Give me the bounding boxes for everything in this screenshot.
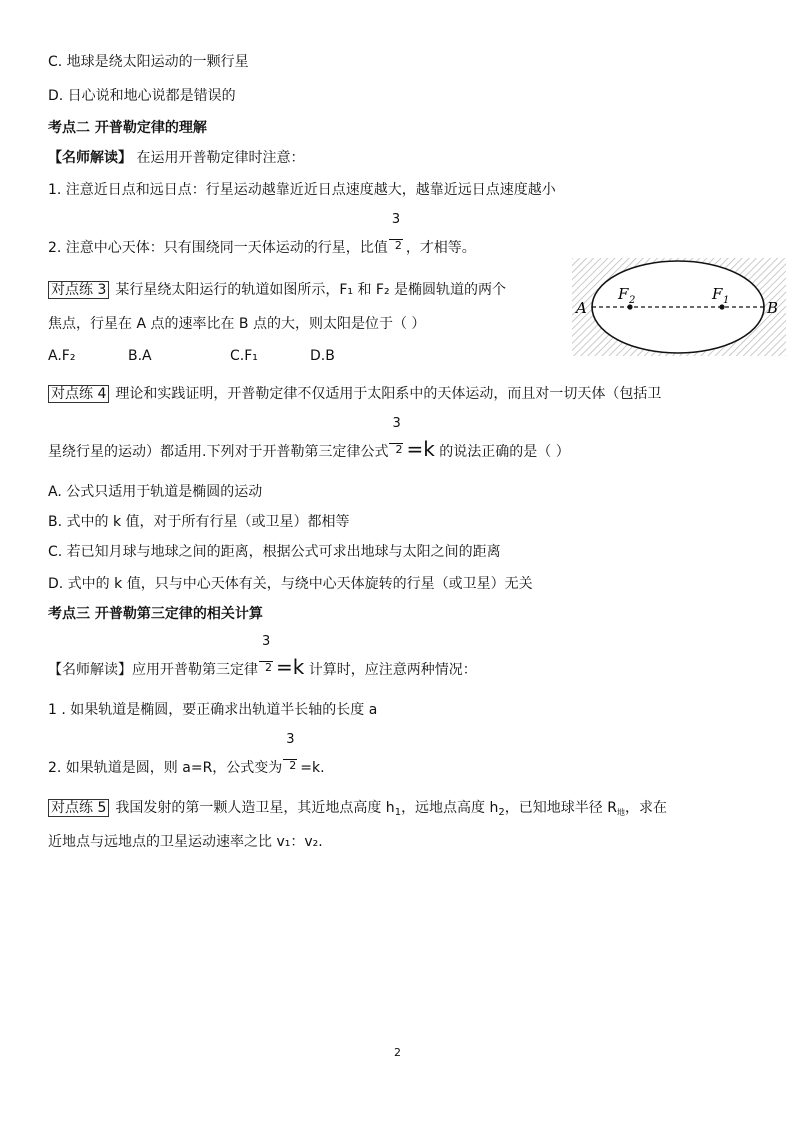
fraction: [259, 634, 275, 674]
equals-k: =k: [276, 655, 305, 679]
exercise-5-label: 对点练 5: [48, 799, 109, 817]
exercise-4-line-2: [48, 416, 570, 462]
section-2-point-1: 1. 注意近日点和远日点：行星运动越靠近近日点速度越大，越靠近远日点速度越小: [48, 182, 556, 198]
point-a-label: A: [576, 299, 587, 317]
intro-text: 在运用开普勒定律时注意：: [136, 150, 305, 166]
fraction-denominator: 2: [265, 661, 272, 674]
section-3-text-a: 【名师解读】应用开普勒第三定律: [48, 662, 258, 678]
exercise-4-line-1: [48, 384, 661, 404]
exercise-5-text-d: ，求在: [624, 800, 667, 816]
section-3-title: 考点三 开普勒第三定律的相关计算: [48, 606, 263, 622]
exercise-5-line-1: [48, 798, 667, 823]
exercise-4-text-1: 理论和实践证明，开普勒定律不仅适用于太阳系中的天体运动，而且对一切天体（包括卫: [115, 386, 662, 402]
fraction-denominator: 2: [289, 759, 297, 772]
exercise-4-label: 对点练 4: [48, 385, 109, 403]
fraction-numerator: 3: [286, 732, 295, 747]
exercise-5-line-2: 近地点与远地点的卫星运动速率之比 v₁：v₂.: [48, 834, 323, 850]
r-subscript: 地: [616, 808, 625, 817]
exercise-3-line-2: 焦点，行星在 A 点的速率比在 B 点的大，则太阳是位于（ ）: [48, 316, 426, 332]
exercise-3-line-1: [48, 280, 506, 300]
ex4-option-d: D. 式中的 k 值，只与中心天体有关，与绕中心天体旋转的行星（或卫星）无关: [48, 576, 533, 592]
point-2-text-b: =k.: [300, 760, 325, 776]
focus-f1-subscript: 1: [723, 295, 730, 306]
point-2-text-a: 2. 注意中心天体：只有围绕同一天体运动的行星，比值: [48, 240, 388, 256]
section-2-title: 考点二 开普勒定律的理解: [48, 120, 207, 136]
section-3-point-1: 1 . 如果轨道是椭圆，要正确求出轨道半长轴的长度 a: [48, 702, 378, 718]
focus-f1-label: F: [712, 285, 723, 303]
ex3-option-b: B.A: [128, 348, 152, 364]
exercise-3-text-1: 某行星绕太阳运行的轨道如图所示，F₁ 和 F₂ 是椭圆轨道的两个: [115, 282, 507, 298]
fraction: [389, 212, 405, 252]
point-2-text-b: ，才相等。: [405, 240, 476, 256]
option-c-prev: C. 地球是绕太阳运动的一颗行星: [48, 54, 249, 70]
exercise-5-text-b: ，远地点高度 h: [401, 800, 499, 816]
fraction: [389, 416, 405, 456]
fraction-denominator: 2: [394, 239, 402, 252]
exercise-4-text-2a: 星绕行星的运动）都适用.下列对于开普勒第三定律公式: [48, 444, 389, 460]
page-number: 2: [394, 1046, 401, 1059]
ex4-option-a: A. 公式只适用于轨道是椭圆的运动: [48, 484, 263, 500]
exercise-4-text-2b: 的说法正确的是（ ）: [434, 444, 570, 460]
section-3-point-2: [48, 732, 325, 778]
fraction-denominator: 2: [395, 443, 403, 456]
fraction-numerator: 3: [392, 416, 401, 431]
section-2-point-2: [48, 212, 476, 258]
ex4-option-c: C. 若已知月球与地球之间的距离，根据公式可求出地球与太阳之间的距离: [48, 544, 501, 560]
focus-f2-label: F: [618, 285, 629, 303]
ex3-option-a: A.F₂: [48, 348, 76, 364]
fraction-numerator: 3: [262, 634, 271, 649]
exercise-5-text-c: ，已知地球半径 R: [504, 800, 617, 816]
fraction: [283, 732, 299, 772]
section-3-intro: [48, 634, 477, 680]
ellipse-orbit-figure: [572, 258, 786, 356]
tag-label: 【名师解读】: [48, 150, 132, 166]
h1-subscript: 1: [394, 807, 402, 818]
ex3-option-c: C.F₁: [230, 348, 258, 364]
h2-subscript: 2: [498, 807, 505, 818]
section-2-intro: [48, 148, 304, 168]
point-2-text-a: 2. 如果轨道是圆，则 a=R，公式变为: [48, 760, 283, 776]
exercise-5-text-a: 我国发射的第一颗人造卫星，其近地点高度 h: [115, 800, 395, 816]
orbit-diagram: [572, 258, 786, 356]
ex4-option-b: B. 式中的 k 值，对于所有行星（或卫星）都相等: [48, 514, 350, 530]
section-3-text-b: 计算时，应注意两种情况：: [304, 662, 477, 678]
option-d-prev: D. 日心说和地心说都是错误的: [48, 88, 236, 104]
equals-k: =k: [406, 437, 435, 461]
ex3-option-d: D.B: [310, 348, 335, 364]
fraction-numerator: 3: [391, 212, 401, 227]
point-b-label: B: [767, 299, 779, 317]
focus-f2-subscript: 2: [629, 295, 636, 306]
exercise-3-label: 对点练 3: [48, 281, 109, 299]
